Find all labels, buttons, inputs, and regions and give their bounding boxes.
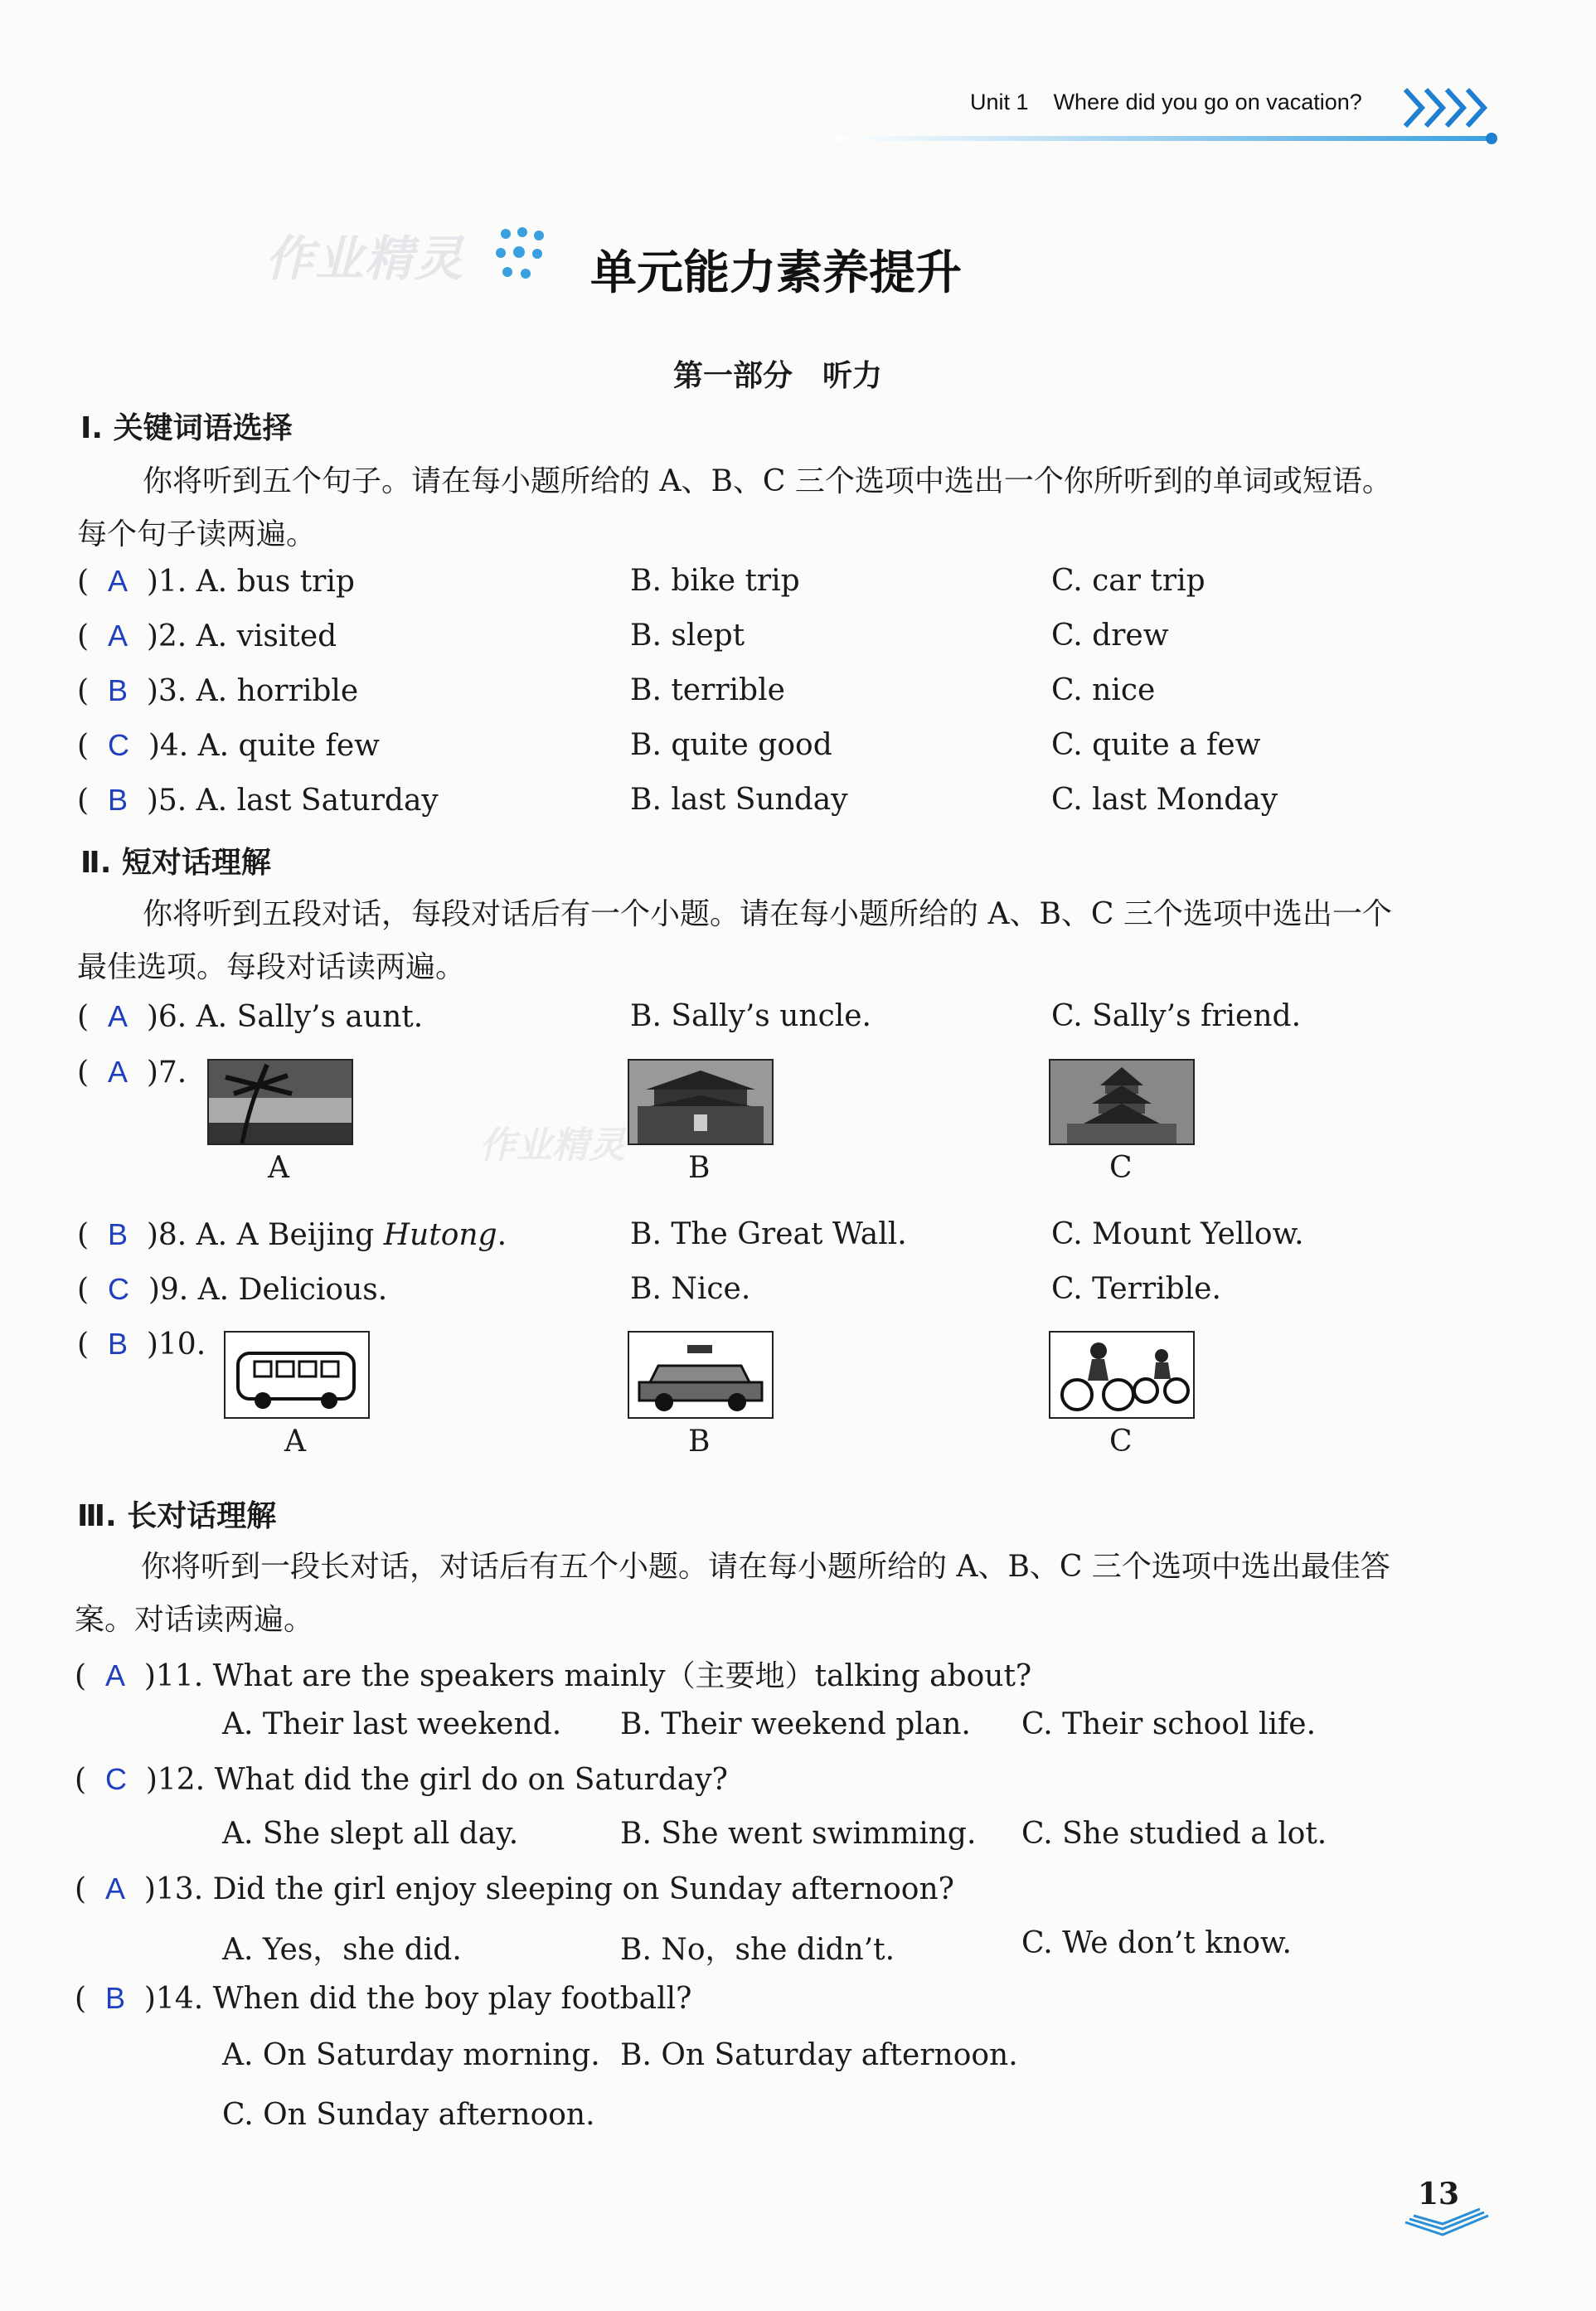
logo-watermark: 作业精灵 (249, 220, 564, 290)
temple-of-heaven-image (1049, 1059, 1195, 1145)
taxi-image (628, 1331, 774, 1419)
answer-6: A (107, 999, 128, 1033)
section1-instruction-1: 你将听到五个句子。请在每小题所给的 A、B、C 三个选项中选出一个你所听到的单词或短语。 (143, 464, 1392, 498)
option-b: B. On Saturday afternoon. (620, 2038, 1018, 2072)
tiananmen-image (628, 1059, 774, 1145)
option-a: A. She slept all day. (222, 1817, 519, 1851)
option-b: B. No，she didn’t. (620, 1933, 895, 1967)
answer-7: A (107, 1055, 128, 1089)
option-b: B. quite good (630, 728, 832, 762)
option-b: B. terrible (630, 673, 785, 707)
answer-9: C (107, 1272, 129, 1306)
section1-instruction-2: 每个句子读两遍。 (77, 517, 317, 551)
option-c: C. drew (1051, 619, 1169, 653)
option-c: C. On Sunday afternoon. (222, 2098, 595, 2132)
image-label-b: B (688, 1151, 711, 1185)
header-rule (837, 136, 1492, 141)
answer-12: C (104, 1762, 127, 1796)
answer-2: A (107, 619, 128, 653)
option-b: B. Sally’s uncle. (630, 999, 871, 1033)
running-header (970, 90, 1362, 115)
option-b: B. last Sunday (630, 783, 848, 817)
option-a: A. Their last weekend. (222, 1707, 562, 1741)
image-label-c: C (1109, 1151, 1133, 1185)
section2-instruction-1: 你将听到五段对话，每段对话后有一个小题。请在每小题所给的 A、B、C 三个选项中选出一个 (143, 897, 1392, 931)
answer-14: B (104, 1981, 125, 2015)
answer-11: A (104, 1658, 125, 1692)
option-a: A. Yes，she did. (222, 1933, 462, 1967)
bikes-image (1049, 1331, 1195, 1419)
option-b: B. She went swimming. (620, 1817, 977, 1851)
part-title: 第一部分 听力 (673, 359, 883, 393)
section3-instruction-2: 案。对话读两遍。 (75, 1603, 314, 1637)
section1-heading: Ⅰ. 关键词语选择 (80, 411, 293, 445)
option-c: C. Terrible. (1051, 1272, 1221, 1306)
option-c: C. quite a few (1051, 728, 1261, 762)
answer-8: B (107, 1217, 128, 1251)
option-c: C. Their school life. (1021, 1707, 1317, 1741)
option-c: C. Mount Yellow. (1051, 1217, 1304, 1251)
image-label-a: A (268, 1151, 289, 1185)
answer-13: A (104, 1872, 125, 1906)
option-b: B. Their weekend plan. (620, 1707, 971, 1741)
option-b: B. The Great Wall. (630, 1217, 907, 1251)
section2-heading: Ⅱ. 短对话理解 (80, 846, 271, 880)
option-c: C. We don’t know. (1021, 1926, 1292, 1960)
option-c: C. last Monday (1051, 783, 1278, 817)
answer-3: B (107, 673, 128, 707)
header-rule-dot (1486, 133, 1497, 144)
chevrons-icon (1401, 83, 1501, 133)
answer-1: A (107, 564, 128, 598)
answer-5: B (107, 783, 128, 817)
option-b: B. bike trip (630, 564, 800, 598)
section3-instruction-1: 你将听到一段长对话，对话后有五个小题。请在每小题所给的 A、B、C 三个选项中选出最佳答 (141, 1550, 1390, 1584)
option-c: C. She studied a lot. (1021, 1817, 1327, 1851)
option-c: C. Sally’s friend. (1051, 999, 1302, 1033)
option-c: C. nice (1051, 673, 1156, 707)
center-watermark: 作业精灵 (479, 1124, 625, 1167)
option-a: A. On Saturday morning. (222, 2038, 600, 2072)
beach-image (207, 1059, 353, 1145)
option-b: B. Nice. (630, 1272, 751, 1306)
image-label-c: C (1109, 1425, 1133, 1459)
section2-instruction-2: 最佳选项。每段对话读两遍。 (77, 950, 466, 984)
book-corner-icon (1401, 2197, 1492, 2239)
image-label-b: B (688, 1425, 711, 1459)
answer-10: B (107, 1327, 128, 1361)
page-number: 13 (1418, 2177, 1460, 2211)
option-c: C. car trip (1051, 564, 1205, 598)
header-unit: Unit 1 (970, 90, 1029, 114)
page-title: 单元能力素养提升 (590, 246, 962, 300)
header-title: Where did you go on vacation? (1053, 90, 1362, 114)
section3-heading: Ⅲ. 长对话理解 (77, 1499, 277, 1533)
option-b: B. slept (630, 619, 745, 653)
bus-image (224, 1331, 370, 1419)
image-label-a: A (284, 1425, 306, 1459)
answer-4: C (107, 728, 129, 762)
